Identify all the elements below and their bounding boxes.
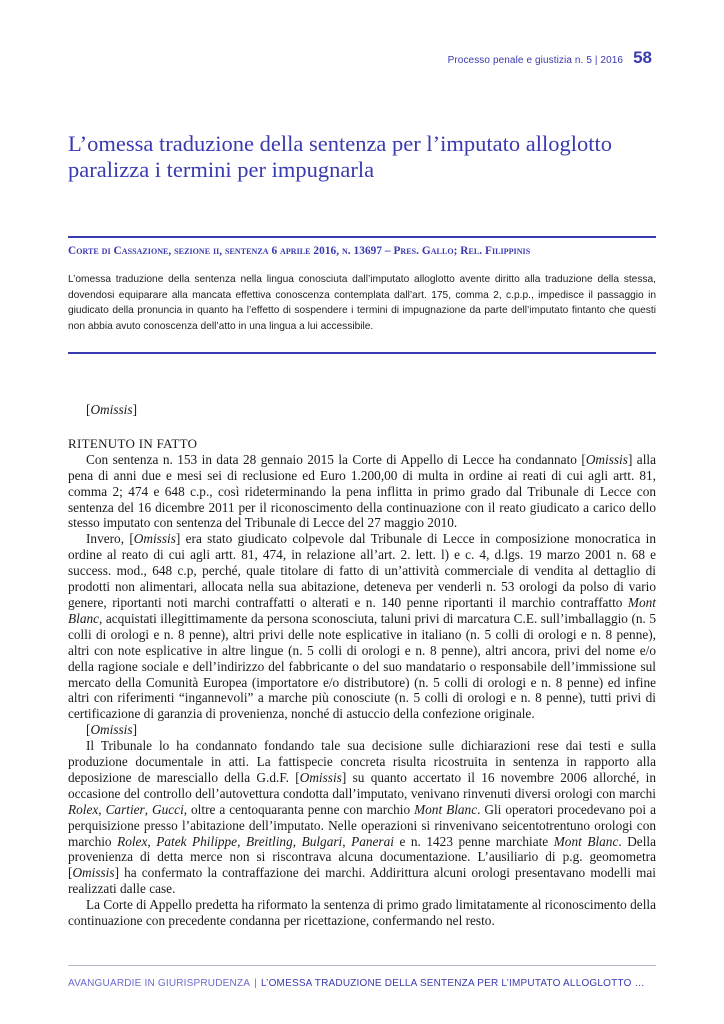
- text-run: . Gli operatori procedevano poi a perquisizione presso l’abitazione dell’imputato. Nelle operazioni si rinvenivano seicentotrentuno orologi con marchio: [68, 801, 656, 849]
- omissis-mark: Omissis: [585, 451, 628, 467]
- omissis-mark: Omissis: [133, 531, 176, 547]
- journal-name: Processo penale e giustizia n. 5 | 2016: [447, 55, 624, 66]
- footer-article-title: L’OMESSA TRADUZIONE DELLA SENTENZA PER L’IMPUTATO ALLOGLOTTO …: [260, 978, 645, 989]
- text-run: . Della provenienza di detta merce non si riscontrava alcuna documentazione. L’ausiliario di p.g. geomometra [: [68, 833, 656, 881]
- massima: L’omessa traduzione della sentenza nella lingua conosciuta dall’imputato alloglotto avente diritto alla traduzione della stessa, dovendosi equiparare alla mancata effettiva conoscenza contemplata dall’art. 175, comma 2, c.p.p., impedisce il passaggio in giudicato della pronuncia in quanto ha l’effetto di sospendere i termini di impugnazione da parte dell’imputato fintanto che questi non abbia avuto conoscenza dell’atto in una lingua a lui accessibile.: [68, 274, 656, 332]
- page-header: [252, 48, 652, 68]
- text-run: Invero, [: [86, 531, 134, 547]
- omissis-mark: Omissis: [90, 722, 133, 738]
- brand-name: Patek Philippe: [156, 833, 238, 849]
- paragraph-3: Il Tribunale lo ha condannato fondando tale sua decisione sulle dichiarazioni rese dai testi e sulla produzione documentale in atti. La fattispecie concreta risulta ricostruita in sentenza in rapporto alla deposizione de maresciallo della G.d.F. [Omissis] su quanto accertato il 16 novembre 2006 allorché, in occasione del controllo dell’autovettura condotta dall’imputato, venivano rinvenuti diversi orologi con marchi Rolex, Cartier, Gucci, oltre a centoquaranta penne con marchio Mont Blanc. Gli operatori procedevano poi a perquisizione presso l’abitazione dell’imputato. Nelle operazioni si rinvenivano seicentotrentuno orologi con marchio Rolex, Patek Philippe, Breitling, Bulgari, Panerai e n. 1423 penne marchiate Mont Blanc. Della provenienza di detta merce non si riscontrava alcuna documentazione. L’ausiliario di p.g. geomometra [Omissis] ha confermato la contraffazione dei marchi. Addirittura alcuni orologi presentavano modelli mai realizzati dalle case.: [68, 738, 656, 897]
- article-title: L’omessa traduzione della sentenza per l’imputato alloglotto paralizza i termini per impugnarla: [68, 131, 612, 182]
- text-run: ] alla pena di anni due e mesi sei di reclusione ed Euro 1.200,00 di multa in ordine ai reati di cui agli artt. 81, comma 2; 474 e 648 c.p., così rideterminando la pena inflitta in primo grado dal Tribunale di Lecce con sentenza del 16 dicembre 2011 per il riconoscimento della continuazione con il reato giudicato a carico dello stesso imputato con sentenza del Tribunale di Lecce del 27 maggio 2010.: [68, 451, 657, 531]
- court-reference: Corte di Cassazione, sezione ii, sentenza 6 aprile 2016, n. 13697 – Pres. Gallo; Rel. Filippinis: [68, 245, 531, 257]
- paragraph-1: [68, 452, 656, 532]
- brand-name: Breitling: [245, 833, 293, 849]
- text-run: Il Tribunale lo ha condannato fondando tale sua decisione sulle dichiarazioni rese dai testi e sulla produzione documentale in atti. La fattispecie concreta risulta ricostruita in sentenza in rapporto alla deposizione de maresciallo della G.d.F. [: [68, 738, 656, 785]
- body-text: [68, 402, 656, 929]
- page-number: 58: [633, 48, 652, 67]
- text-run: ] su quanto accertato il 16 novembre 2006 allorché, in occasione del controllo dell’autovettura condotta dall’imputato, venivano rinvenuti diversi orologi con marchi: [68, 769, 656, 801]
- brand-name: Mont Blanc: [553, 833, 619, 849]
- omissis-paragraph: [Omissis]: [86, 722, 137, 738]
- brand-name: Cartier: [105, 801, 145, 817]
- brand-name: Mont Blanc: [68, 594, 656, 626]
- brand-name: Panerai: [351, 833, 394, 849]
- footer-separator: |: [254, 978, 257, 989]
- paragraph-4: La Corte di Appello predetta ha riformato la sentenza di primo grado limitatamente al riconoscimento della continuazione con precedente condanna per ricettazione, confermando nel resto.: [68, 897, 656, 929]
- page-footer: [68, 978, 668, 989]
- omissis-paragraph: [Omissis]: [86, 402, 137, 417]
- text-run: ] era stato giudicato colpevole dal Tribunale di Lecce in composizione monocratica in ordine al reato di cui agli artt. 81, 474, in relazione all’art. 2. lett. l) e c. 4, d.lgs. 19 marzo 2001 n. 68 e success. mod., 648 c.p, perché, quale titolare di fatto di un’attività commerciale di vendita al dettaglio di prodotti non alimentari, allocata nella sua abitazione, deteneva per venderli n. 53 orologi da polso di vario genere, riportanti noti marchi contraffatti o alterati e n. 140 penne riportanti il marchio contraffatto: [68, 531, 656, 610]
- brand-name: Gucci: [152, 801, 184, 817]
- brand-name: Bulgari: [301, 833, 343, 849]
- omissis-mark: Omissis: [299, 769, 342, 785]
- text-run: Con sentenza n. 153 in data 28 gennaio 2015 la Corte di Appello di Lecce ha condannato [: [86, 451, 586, 467]
- text-run: , oltre a centoquaranta penne con marchio: [183, 801, 415, 817]
- omissis-mark: Omissis: [72, 865, 115, 881]
- paragraph-2: [68, 531, 656, 722]
- brand-name: Rolex: [68, 801, 99, 817]
- top-rule: [68, 236, 656, 238]
- bottom-rule: [68, 352, 656, 354]
- brand-name: Mont Blanc: [414, 801, 478, 817]
- brand-name: Rolex: [117, 833, 148, 849]
- section-heading: RITENUTO IN FATTO: [68, 435, 198, 451]
- text-run: ] ha confermato la contraffazione dei marchi. Addirittura alcuni orologi presentavano modelli mai realizzati dalle case.: [68, 865, 656, 897]
- omissis-mark: Omissis: [90, 402, 133, 417]
- text-run: e n. 1423 penne marchiate: [393, 833, 554, 849]
- text-run: , acquistati illegittimamente da persona sconosciuta, taluni privi di marcatura C.E. sull’imballaggio (n. 5 colli di orologi e n. 8 penne), altri privi delle note esplicative in italiano (n. 5 colli di orologi e n. 8 penne), altri con note esplicative in altre lingue (n. 5 colli di orologi e n. 8 penne), altri ancora, privi del nome e/o della ragione sociale e dell’indirizzo del fabbricante o del suo mandatario o responsabile dell’immissione sul mercato della Comunità Europea (importatore e/o distributore) (n. 5 colli di orologi e n. 8 penne) ed infine altri con riferimenti “ingannevoli” a marche più conosciute (n. 5 colli di orologi e n. 8 penne), tutti privi di certificazione di garanzia di provenienza, nonché di astuccio della confezione originale.: [68, 610, 656, 722]
- footer-section: AVANGUARDIE IN GIURISPRUDENZA: [68, 978, 251, 989]
- footer-rule: [68, 965, 656, 966]
